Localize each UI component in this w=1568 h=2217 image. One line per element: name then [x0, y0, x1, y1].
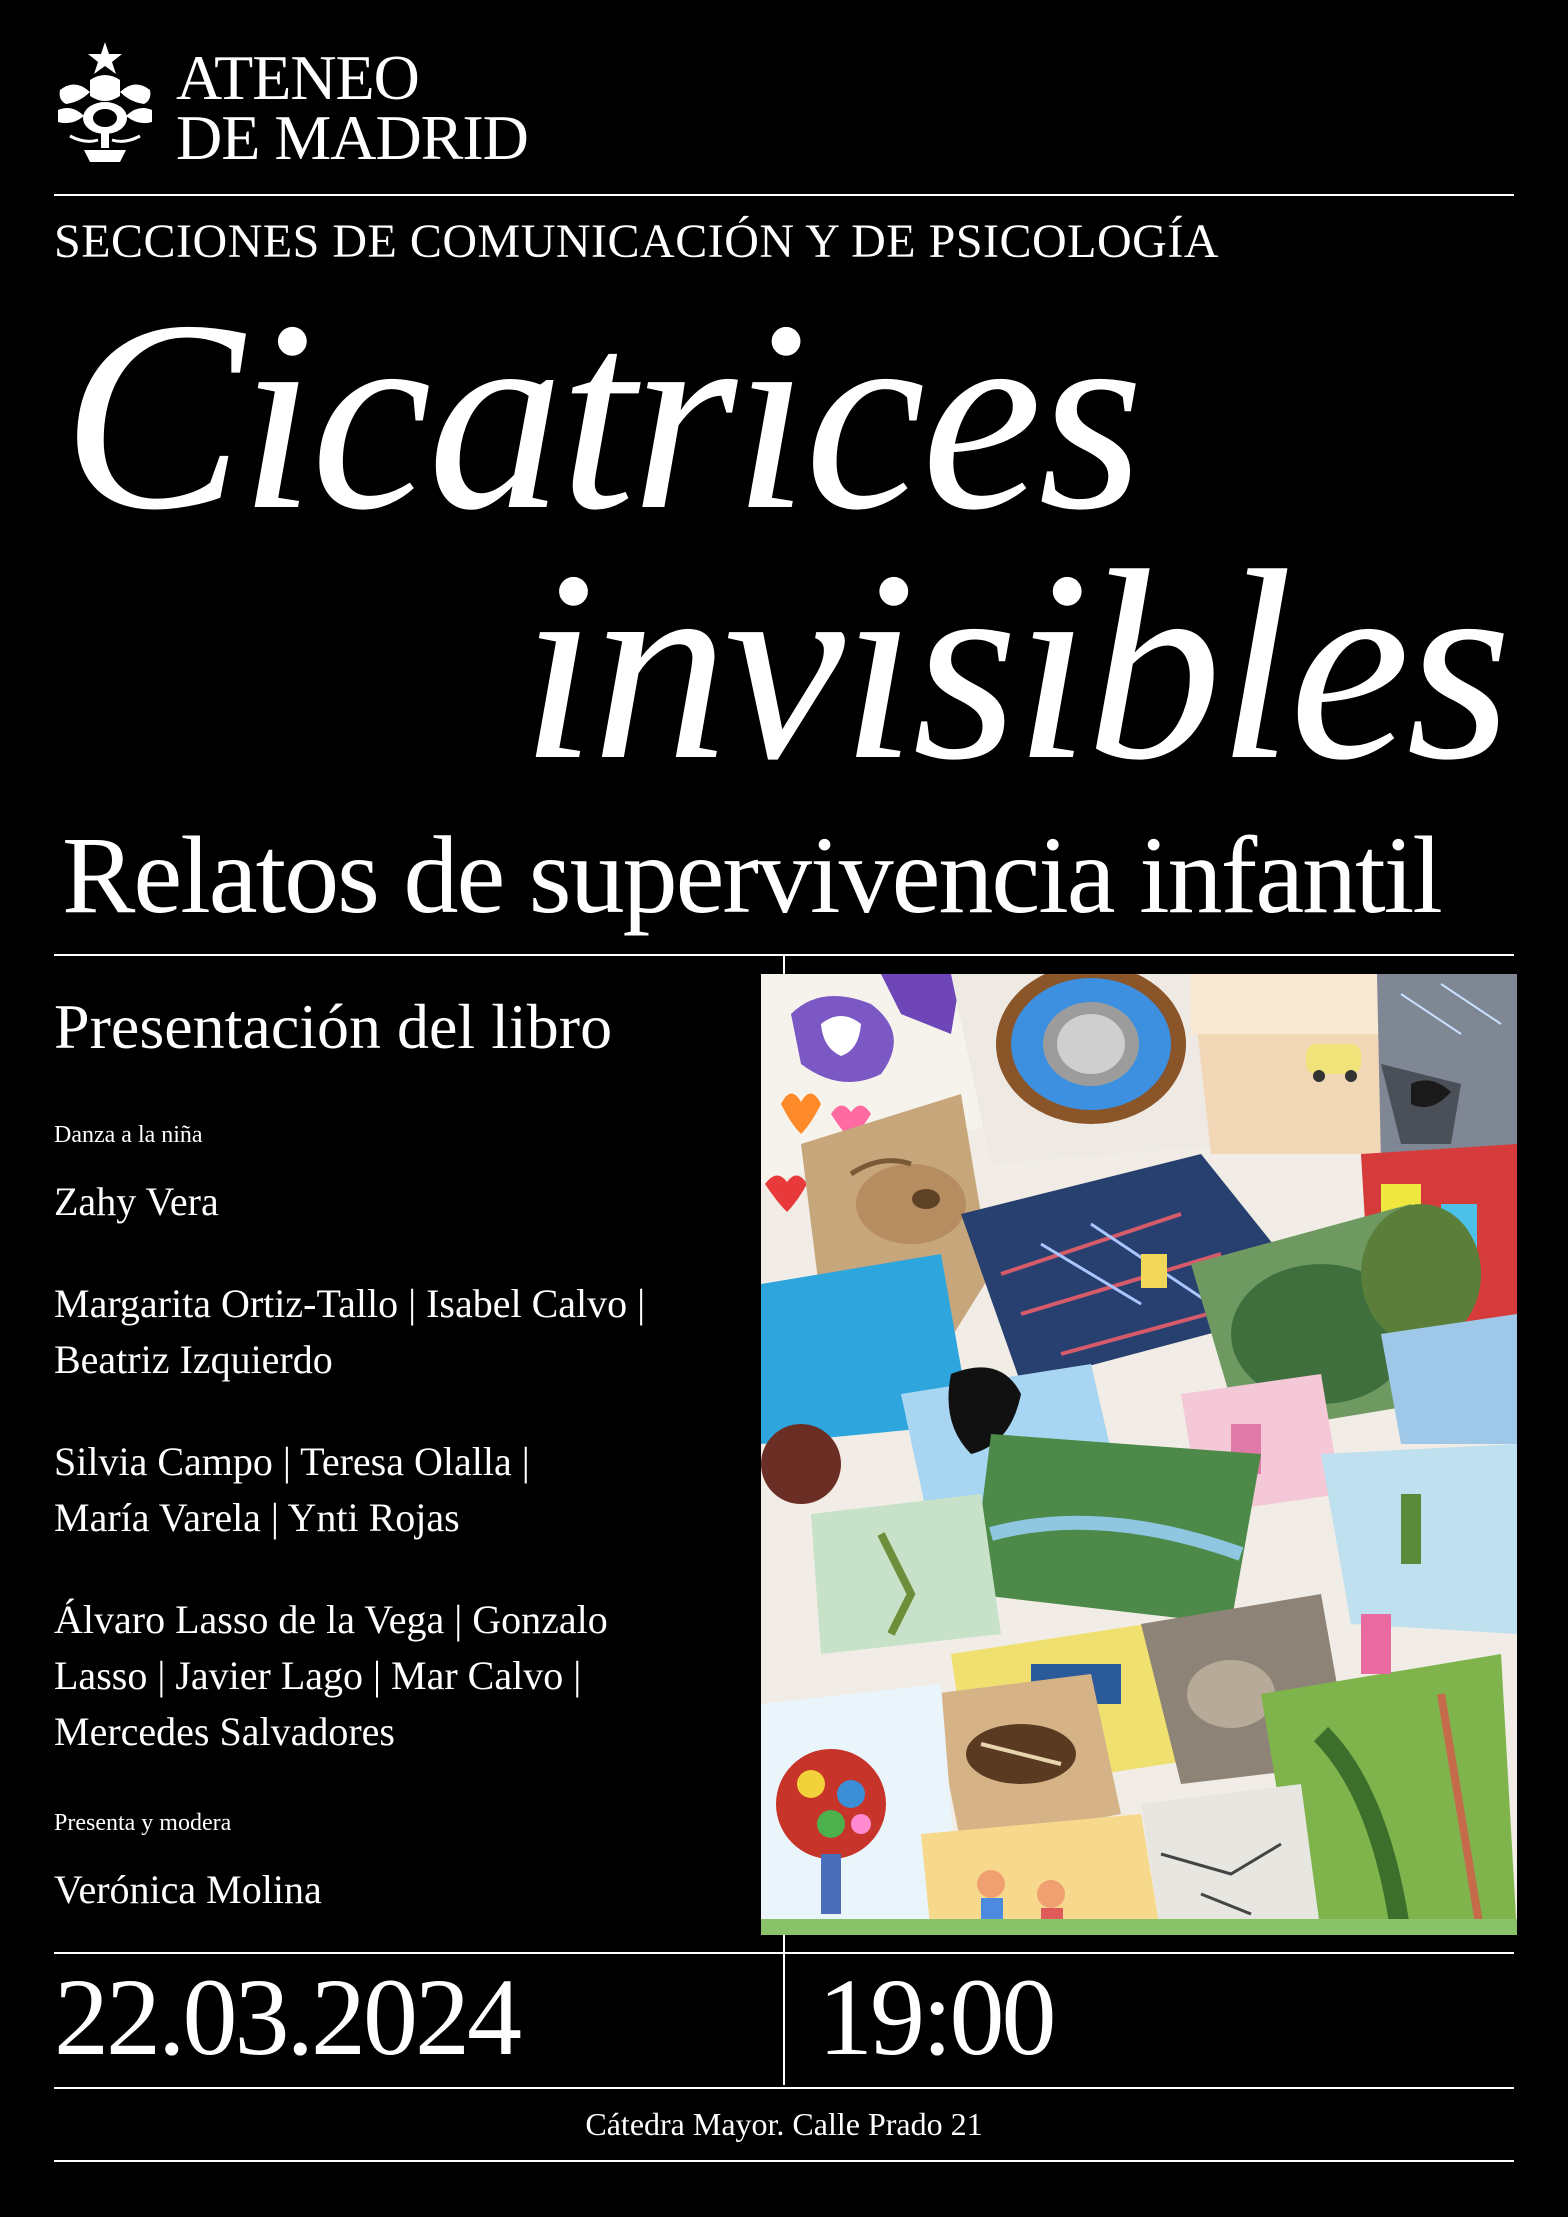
brand-name — [176, 42, 528, 173]
authors-group-3 — [54, 1592, 754, 1760]
authors-line: Silvia Campo | Teresa Olalla | — [54, 1439, 530, 1484]
dance-label: Danza a la niña — [54, 1122, 203, 1148]
column-divider-bottom — [783, 1935, 785, 2085]
dancer-line: Zahy Vera — [54, 1179, 219, 1224]
presentation-heading: Presentación del libro — [54, 991, 613, 1062]
sections-line: SECCIONES DE COMUNICACIÓN Y DE PSICOLOGÍA — [54, 215, 1219, 268]
book-cover-collage — [761, 974, 1517, 1935]
event-date: 22.03.2024 — [54, 1956, 519, 2078]
title-line-2: invisibles — [520, 515, 1508, 816]
title-line-1: Cicatrices — [62, 265, 1141, 566]
subtitle: Relatos de supervivencia infantil — [62, 814, 1441, 936]
footer-divider — [54, 2160, 1514, 2162]
brand-line-1: ATENEO — [176, 42, 419, 113]
dancer-name — [54, 1174, 754, 1230]
authors-line: Álvaro Lasso de la Vega | Gonzalo — [54, 1597, 608, 1642]
event-time: 19:00 — [818, 1956, 1054, 2078]
moderator-line: Verónica Molina — [54, 1867, 322, 1912]
authors-line: Beatriz Izquierdo — [54, 1337, 333, 1382]
header-divider — [54, 194, 1514, 196]
authors-group-1 — [54, 1276, 754, 1388]
authors-group-2 — [54, 1434, 754, 1546]
authors-line: María Varela | Ynti Rojas — [54, 1495, 460, 1540]
authors-line: Margarita Ortiz-Tallo | Isabel Calvo | — [54, 1281, 646, 1326]
authors-line: Lasso | Javier Lago | Mar Calvo | — [54, 1653, 582, 1698]
moderator-name — [54, 1862, 754, 1918]
time-divider — [54, 2087, 1514, 2089]
column-divider-top — [783, 954, 785, 974]
event-venue: Cátedra Mayor. Calle Prado 21 — [585, 2106, 983, 2142]
authors-line: Mercedes Salvadores — [54, 1709, 395, 1754]
moderator-label: Presenta y modera — [54, 1810, 232, 1836]
brand-line-2: DE MADRID — [176, 102, 528, 173]
ateneo-crest-icon — [50, 40, 160, 170]
